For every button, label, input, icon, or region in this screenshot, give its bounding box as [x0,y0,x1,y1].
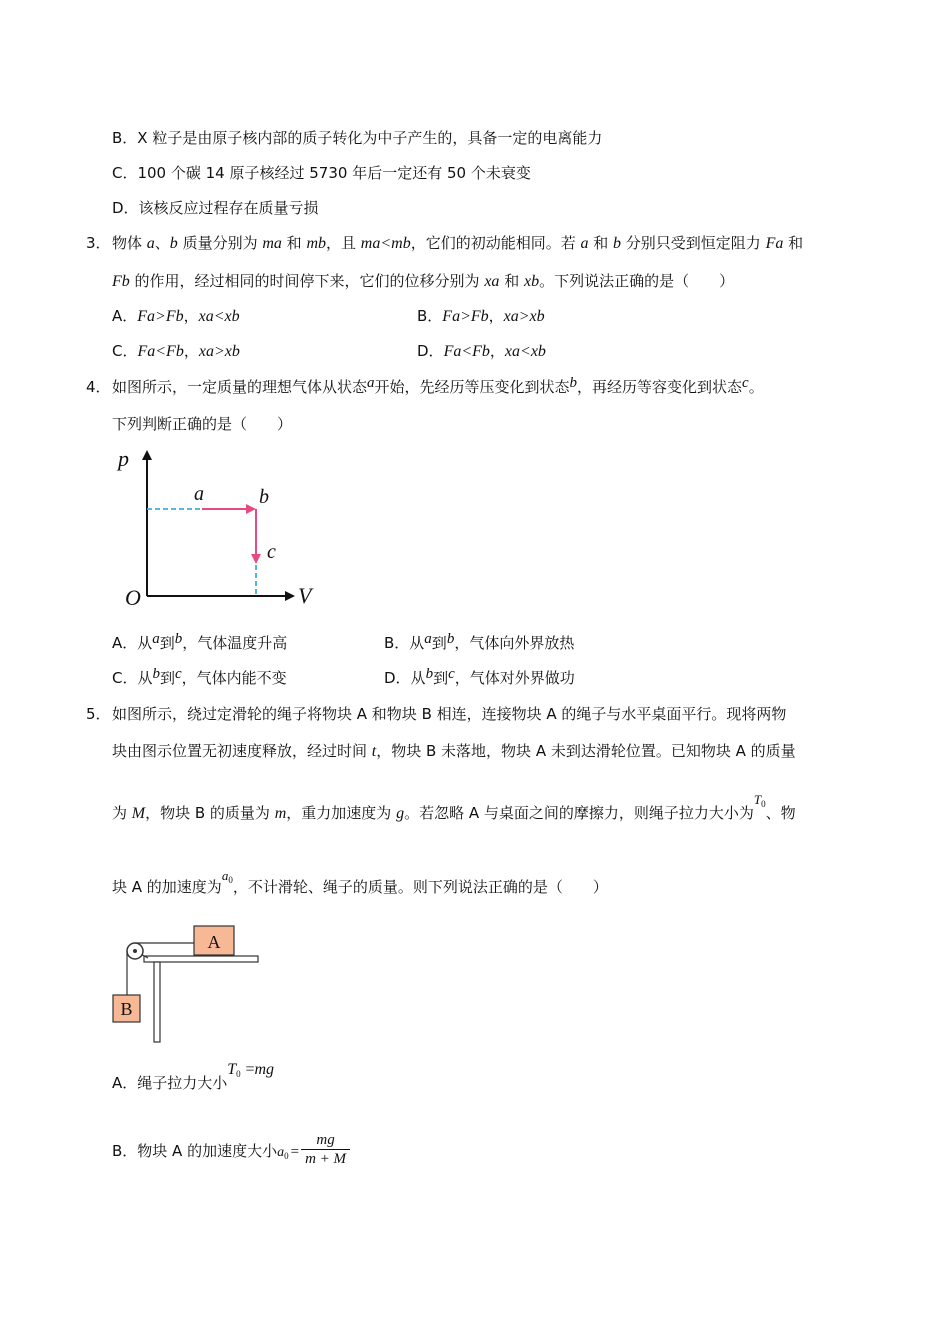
q5-number: 5． [86,705,111,723]
q5-stem-line1: 如图所示，绕过定滑轮的绳子将物块 A 和物块 B 相连，连接物块 A 的绳子与水平桌面平行。现将两物 [112,705,787,723]
q3-stem-line1: 物体 a、b 质量分别为 ma 和 mb，且 ma<mb，它们的初动能相同。若 a 和 b 分别只受到恒定阻力 Fa 和 [112,234,804,252]
q5-stem-line2: 块由图示位置无初速度释放，经过时间 t，物块 B 未落地，物块 A 未到达滑轮位置。已知物块 A 的质量 [112,742,796,760]
q5-stem-line3: 为 M，物块 B 的质量为 m，重力加速度为 g。若忽略 A 与桌面之间的摩擦力，则绳子拉力大小为$T_0$、物 [112,792,796,822]
q2-option-c: C．100 个碳 14 原子核经过 5730 年后一定还有 50 个未衰变 [112,164,531,182]
pulley-diagram [108,920,268,1050]
q2-option-b: B．X 粒子是由原子核内部的质子转化为中子产生的，具备一定的电离能力 [112,129,603,147]
state-b-label: b [259,486,269,508]
state-a-label: a [194,483,204,505]
q4-option-a: A．从a到b，气体温度升高 [112,631,288,652]
pv-diagram [110,440,330,615]
q3-option-c: C．Fa<Fb，xa>xb [112,342,240,360]
block-a-label: A [207,932,221,952]
q5-option-b: B．物块 A 的加速度大小$a_0$ = $\frac{mg}{m + M}$ [112,1133,350,1170]
q3-stem-line2: Fb 的作用，经过相同的时间停下来，它们的位移分别为 xa 和 xb。下列说法正确的是（ ） [112,272,735,290]
q3-option-b: B．Fa>Fb，xa>xb [417,307,545,325]
origin-label: O [125,585,141,610]
fraction: $\frac{mg}{m + M}$ [301,1131,350,1168]
q3-option-a: A．Fa>Fb，xa<xb [112,307,240,325]
v-axis-label: V [298,583,312,608]
q4-option-c: C．从b到c，气体内能不变 [112,666,287,687]
q3-number: 3． [86,234,111,252]
q4-option-b: B．从a到b，气体向外界放热 [384,631,575,652]
q4-stem-line1: 如图所示，一定质量的理想气体从状态a开始，先经历等压变化到状态b，再经历等容变化到状态c。 [112,375,764,396]
pulley-axle [133,949,137,953]
state-c-label: c [267,541,276,563]
q3-option-d: D．Fa<Fb，xa<xb [417,342,546,360]
q4-option-d: D．从b到c，气体对外界做功 [384,666,575,687]
q5-option-a: A．绳子拉力大小$T_0 =mg$ [112,1061,275,1092]
q2-option-d: D．该核反应过程存在质量亏损 [112,199,319,217]
q4-stem-line2: 下列判断正确的是（ ） [112,415,293,433]
table-leg [154,962,160,1042]
block-b-label: B [120,999,133,1019]
p-axis-label: p [118,446,129,471]
q4-number: 4． [86,378,111,396]
table-top [144,956,258,962]
q5-stem-line4: 块 A 的加速度为$a_0$，不计滑轮、绳子的质量。则下列说法正确的是（ ） [112,868,608,896]
